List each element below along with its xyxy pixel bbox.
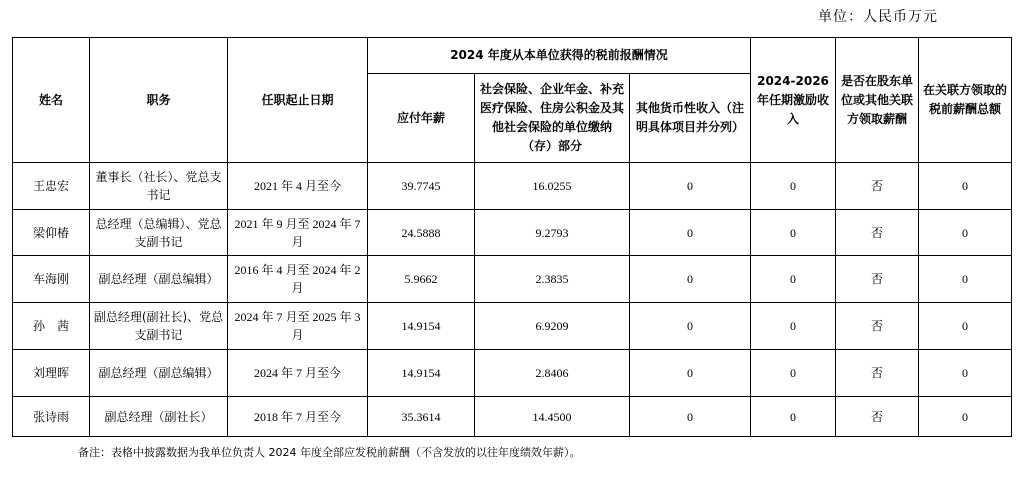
cell-term: 2016 年 4 月至 2024 年 2 月 [228, 256, 368, 303]
cell-term: 2024 年 7 月至 2025 年 3 月 [228, 303, 368, 350]
unit-label: 单位：人民币万元 [818, 9, 938, 25]
cell-position: 总经理（总编辑）、党总支副书记 [90, 210, 228, 256]
cell-incentive: 0 [751, 303, 836, 350]
header-term: 任职起止日期 [228, 38, 368, 163]
cell-social: 6.9209 [475, 303, 630, 350]
cell-shareholder: 否 [836, 303, 919, 350]
cell-term: 2024 年 7 月至今 [228, 350, 368, 397]
cell-social: 9.2793 [475, 210, 630, 256]
cell-salary: 14.9154 [368, 350, 475, 397]
header-salary: 应付年薪 [368, 74, 475, 163]
cell-name: 孙 茜 [13, 303, 90, 350]
cell-social: 2.3835 [475, 256, 630, 303]
cell-name: 梁仰椿 [13, 210, 90, 256]
cell-shareholder: 否 [836, 397, 919, 437]
table-row [13, 397, 1012, 437]
cell-salary: 5.9662 [368, 256, 475, 303]
cell-name: 王忠宏 [13, 163, 90, 210]
cell-incentive: 0 [751, 163, 836, 210]
header-position: 职务 [90, 38, 228, 163]
table-row [13, 303, 1012, 350]
cell-term: 2018 年 7 月至今 [228, 397, 368, 437]
cell-related: 0 [919, 350, 1012, 397]
table-row [13, 163, 1012, 210]
header-2024-group: 2024 年度从本单位获得的税前报酬情况 [368, 38, 751, 74]
header-social: 社会保险、企业年金、补充医疗保险、住房公积金及其他社会保险的单位缴纳（存）部分 [475, 74, 630, 163]
header-name: 姓名 [13, 38, 90, 163]
cell-position: 副总经理（副总编辑） [90, 256, 228, 303]
cell-salary: 39.7745 [368, 163, 475, 210]
cell-name: 刘理晖 [13, 350, 90, 397]
cell-shareholder: 否 [836, 256, 919, 303]
cell-position: 副总经理(副社长)、党总支副书记 [90, 303, 228, 350]
header-incentive: 2024-2026年任期激励收入 [751, 38, 836, 163]
cell-related: 0 [919, 256, 1012, 303]
table-row [13, 350, 1012, 397]
cell-social: 14.4500 [475, 397, 630, 437]
cell-other: 0 [630, 350, 751, 397]
cell-position: 董事长（社长）、党总支书记 [90, 163, 228, 210]
cell-other: 0 [630, 397, 751, 437]
cell-position: 副总经理（副社长） [90, 397, 228, 437]
cell-social: 16.0255 [475, 163, 630, 210]
cell-other: 0 [630, 210, 751, 256]
cell-related: 0 [919, 210, 1012, 256]
table-row [13, 210, 1012, 256]
header-related: 在关联方领取的税前薪酬总额 [919, 38, 1012, 163]
cell-incentive: 0 [751, 210, 836, 256]
cell-related: 0 [919, 163, 1012, 210]
footnote: 备注：表格中披露数据为我单位负责人 2024 年度全部应发税前薪酬（不含发放的以往年度绩效年薪）。 [78, 446, 581, 459]
header-other-income: 其他货币性收入（注明具体项目并分列） [630, 74, 751, 163]
cell-shareholder: 否 [836, 350, 919, 397]
cell-other: 0 [630, 163, 751, 210]
cell-other: 0 [630, 303, 751, 350]
cell-term: 2021 年 9 月至 2024 年 7 月 [228, 210, 368, 256]
cell-social: 2.8406 [475, 350, 630, 397]
cell-incentive: 0 [751, 256, 836, 303]
table-row [13, 256, 1012, 303]
header-shareholder: 是否在股东单位或其他关联方领取薪酬 [836, 38, 919, 163]
cell-incentive: 0 [751, 397, 836, 437]
cell-name: 张诗雨 [13, 397, 90, 437]
cell-shareholder: 否 [836, 210, 919, 256]
cell-salary: 14.9154 [368, 303, 475, 350]
cell-salary: 35.3614 [368, 397, 475, 437]
cell-name: 车海刚 [13, 256, 90, 303]
salary-table [12, 37, 1012, 437]
cell-other: 0 [630, 256, 751, 303]
cell-term: 2021 年 4 月至今 [228, 163, 368, 210]
cell-related: 0 [919, 397, 1012, 437]
cell-position: 副总经理（副总编辑） [90, 350, 228, 397]
cell-shareholder: 否 [836, 163, 919, 210]
cell-related: 0 [919, 303, 1012, 350]
cell-salary: 24.5888 [368, 210, 475, 256]
cell-incentive: 0 [751, 350, 836, 397]
